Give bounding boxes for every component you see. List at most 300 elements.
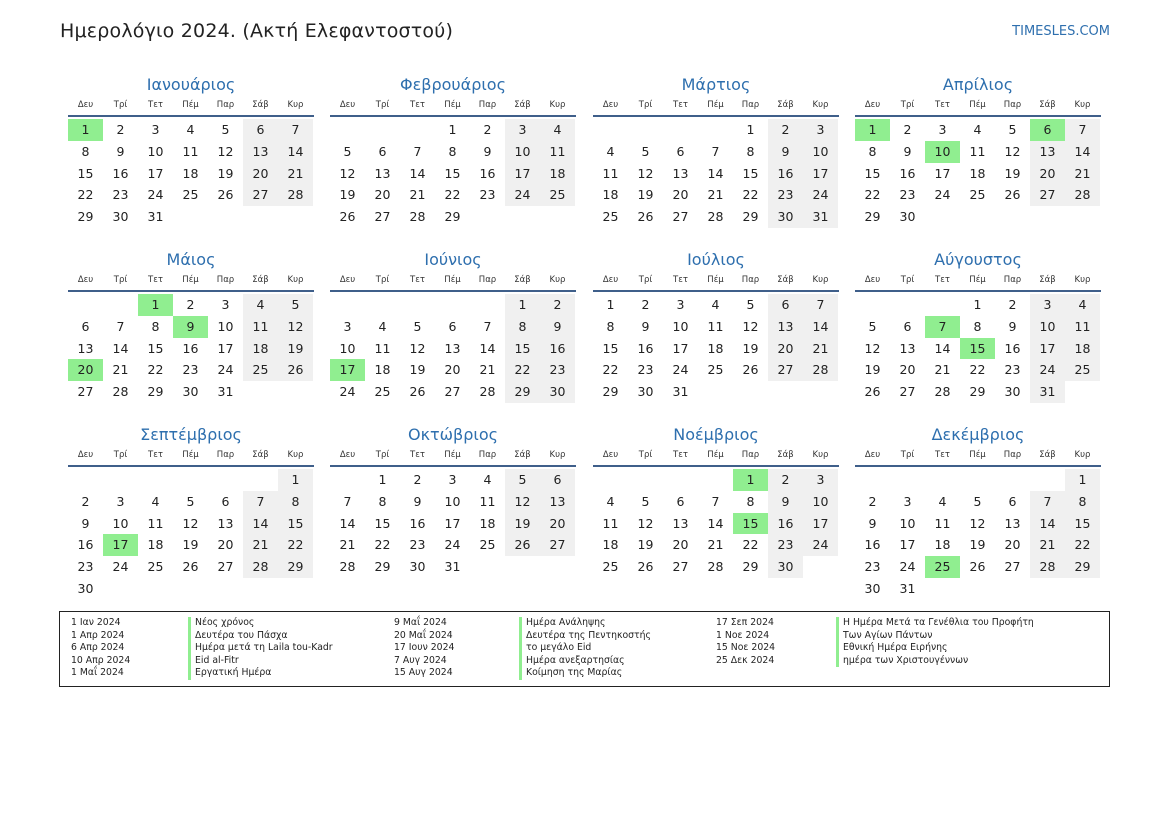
day-cell[interactable]: 25 <box>374 384 391 400</box>
day-cell[interactable]: 8 <box>378 493 387 509</box>
day-cell[interactable]: 12 <box>969 515 986 531</box>
holiday-day-cell[interactable]: 9 <box>173 316 208 338</box>
day-cell[interactable]: 13 <box>374 165 391 181</box>
day-cell[interactable]: 19 <box>217 165 234 181</box>
day-cell[interactable]: 24 <box>505 184 540 206</box>
day-cell[interactable]: 27 <box>77 384 94 400</box>
day-cell[interactable]: 7 <box>1065 119 1100 141</box>
day-cell[interactable]: 11 <box>602 165 619 181</box>
day-cell[interactable]: 28 <box>803 359 838 381</box>
day-cell[interactable]: 12 <box>409 340 426 356</box>
day-cell[interactable]: 5 <box>641 143 650 159</box>
day-cell[interactable]: 25 <box>182 187 199 203</box>
day-cell[interactable]: 25 <box>540 184 575 206</box>
day-cell[interactable]: 12 <box>278 316 313 338</box>
day-cell[interactable]: 25 <box>1065 359 1100 381</box>
day-cell[interactable]: 2 <box>186 297 195 312</box>
day-cell[interactable]: 17 <box>899 537 916 553</box>
day-cell[interactable]: 5 <box>186 493 195 509</box>
day-cell[interactable]: 21 <box>1030 534 1065 556</box>
day-cell[interactable]: 18 <box>479 515 496 531</box>
day-cell[interactable]: 24 <box>672 362 689 378</box>
day-cell[interactable]: 26 <box>409 384 426 400</box>
day-cell[interactable]: 24 <box>934 187 951 203</box>
day-cell[interactable]: 29 <box>444 209 461 225</box>
day-cell[interactable]: 15 <box>602 340 619 356</box>
day-cell[interactable]: 20 <box>217 537 234 553</box>
day-cell[interactable]: 4 <box>151 493 160 509</box>
day-cell[interactable]: 23 <box>899 187 916 203</box>
day-cell[interactable]: 27 <box>217 559 234 575</box>
holiday-day-cell[interactable]: 17 <box>330 359 365 381</box>
day-cell[interactable]: 8 <box>81 143 90 159</box>
day-cell[interactable]: 8 <box>868 143 877 159</box>
day-cell[interactable]: 15 <box>278 513 313 535</box>
day-cell[interactable]: 28 <box>1030 556 1065 578</box>
day-cell[interactable]: 6 <box>540 469 575 491</box>
day-cell[interactable]: 11 <box>147 515 164 531</box>
day-cell[interactable]: 17 <box>803 163 838 185</box>
day-cell[interactable]: 23 <box>409 537 426 553</box>
day-cell[interactable]: 1 <box>505 294 540 316</box>
day-cell[interactable]: 31 <box>899 580 916 596</box>
day-cell[interactable]: 19 <box>969 537 986 553</box>
day-cell[interactable]: 9 <box>768 141 803 163</box>
day-cell[interactable]: 12 <box>339 165 356 181</box>
day-cell[interactable]: 11 <box>934 515 951 531</box>
day-cell[interactable]: 12 <box>1004 143 1021 159</box>
day-cell[interactable]: 6 <box>768 294 803 316</box>
day-cell[interactable]: 11 <box>479 493 496 509</box>
day-cell[interactable]: 23 <box>637 362 654 378</box>
day-cell[interactable]: 5 <box>221 122 230 137</box>
day-cell[interactable]: 4 <box>186 122 195 137</box>
day-cell[interactable]: 11 <box>707 318 724 334</box>
day-cell[interactable]: 31 <box>672 384 689 400</box>
day-cell[interactable]: 29 <box>1065 556 1100 578</box>
holiday-day-cell[interactable]: 25 <box>925 556 960 578</box>
holiday-day-cell[interactable]: 1 <box>68 119 103 141</box>
day-cell[interactable]: 8 <box>448 143 457 159</box>
day-cell[interactable]: 30 <box>768 556 803 578</box>
day-cell[interactable]: 10 <box>803 491 838 513</box>
day-cell[interactable]: 24 <box>1030 359 1065 381</box>
day-cell[interactable]: 21 <box>803 338 838 360</box>
day-cell[interactable]: 28 <box>243 556 278 578</box>
day-cell[interactable]: 29 <box>742 209 759 225</box>
day-cell[interactable]: 23 <box>1004 362 1021 378</box>
day-cell[interactable]: 22 <box>1065 534 1100 556</box>
day-cell[interactable]: 9 <box>903 143 912 159</box>
day-cell[interactable]: 3 <box>676 297 685 312</box>
day-cell[interactable]: 10 <box>505 141 540 163</box>
day-cell[interactable]: 15 <box>505 338 540 360</box>
day-cell[interactable]: 8 <box>973 318 982 334</box>
day-cell[interactable]: 4 <box>378 318 387 334</box>
day-cell[interactable]: 16 <box>864 537 881 553</box>
day-cell[interactable]: 2 <box>1008 297 1017 312</box>
day-cell[interactable]: 24 <box>112 559 129 575</box>
day-cell[interactable]: 21 <box>409 187 426 203</box>
day-cell[interactable]: 1 <box>378 472 387 487</box>
day-cell[interactable]: 3 <box>448 472 457 487</box>
day-cell[interactable]: 23 <box>479 187 496 203</box>
day-cell[interactable]: 17 <box>217 340 234 356</box>
day-cell[interactable]: 9 <box>768 491 803 513</box>
day-cell[interactable]: 11 <box>182 143 199 159</box>
day-cell[interactable]: 9 <box>116 143 125 159</box>
day-cell[interactable]: 12 <box>637 165 654 181</box>
day-cell[interactable]: 17 <box>147 165 164 181</box>
day-cell[interactable]: 20 <box>672 187 689 203</box>
day-cell[interactable]: 14 <box>707 515 724 531</box>
day-cell[interactable]: 28 <box>339 559 356 575</box>
day-cell[interactable]: 19 <box>637 537 654 553</box>
day-cell[interactable]: 4 <box>1065 294 1100 316</box>
day-cell[interactable]: 1 <box>606 297 615 312</box>
day-cell[interactable]: 8 <box>746 143 755 159</box>
day-cell[interactable]: 13 <box>672 165 689 181</box>
day-cell[interactable]: 26 <box>637 209 654 225</box>
day-cell[interactable]: 16 <box>409 515 426 531</box>
day-cell[interactable]: 22 <box>742 187 759 203</box>
day-cell[interactable]: 30 <box>637 384 654 400</box>
day-cell[interactable]: 6 <box>378 143 387 159</box>
day-cell[interactable]: 28 <box>409 209 426 225</box>
day-cell[interactable]: 28 <box>479 384 496 400</box>
day-cell[interactable]: 5 <box>746 297 755 312</box>
day-cell[interactable]: 3 <box>343 318 352 334</box>
day-cell[interactable]: 9 <box>413 493 422 509</box>
day-cell[interactable]: 26 <box>969 559 986 575</box>
day-cell[interactable]: 26 <box>505 534 540 556</box>
day-cell[interactable]: 25 <box>243 359 278 381</box>
day-cell[interactable]: 31 <box>1030 381 1065 403</box>
day-cell[interactable]: 12 <box>742 318 759 334</box>
day-cell[interactable]: 13 <box>1030 141 1065 163</box>
day-cell[interactable]: 16 <box>479 165 496 181</box>
site-link[interactable]: TIMESLES.COM <box>1012 24 1110 39</box>
day-cell[interactable]: 27 <box>1030 184 1065 206</box>
day-cell[interactable]: 16 <box>637 340 654 356</box>
day-cell[interactable]: 12 <box>505 491 540 513</box>
holiday-day-cell[interactable]: 1 <box>733 469 768 491</box>
day-cell[interactable]: 21 <box>934 362 951 378</box>
day-cell[interactable]: 16 <box>182 340 199 356</box>
day-cell[interactable]: 17 <box>803 513 838 535</box>
day-cell[interactable]: 1 <box>278 469 313 491</box>
day-cell[interactable]: 25 <box>602 209 619 225</box>
day-cell[interactable]: 7 <box>483 318 492 334</box>
day-cell[interactable]: 7 <box>711 143 720 159</box>
day-cell[interactable]: 24 <box>147 187 164 203</box>
day-cell[interactable]: 10 <box>1030 316 1065 338</box>
day-cell[interactable]: 19 <box>1004 165 1021 181</box>
day-cell[interactable]: 15 <box>864 165 881 181</box>
day-cell[interactable]: 13 <box>217 515 234 531</box>
day-cell[interactable]: 14 <box>707 165 724 181</box>
day-cell[interactable]: 28 <box>934 384 951 400</box>
day-cell[interactable]: 13 <box>540 491 575 513</box>
day-cell[interactable]: 24 <box>217 362 234 378</box>
day-cell[interactable]: 20 <box>444 362 461 378</box>
day-cell[interactable]: 4 <box>938 493 947 509</box>
day-cell[interactable]: 13 <box>77 340 94 356</box>
day-cell[interactable]: 14 <box>934 340 951 356</box>
holiday-day-cell[interactable]: 15 <box>960 338 995 360</box>
day-cell[interactable]: 27 <box>540 534 575 556</box>
day-cell[interactable]: 3 <box>903 493 912 509</box>
day-cell[interactable]: 22 <box>444 187 461 203</box>
day-cell[interactable]: 3 <box>803 119 838 141</box>
day-cell[interactable]: 6 <box>1008 493 1017 509</box>
day-cell[interactable]: 21 <box>479 362 496 378</box>
day-cell[interactable]: 28 <box>1065 184 1100 206</box>
day-cell[interactable]: 20 <box>374 187 391 203</box>
day-cell[interactable]: 1 <box>448 122 457 137</box>
day-cell[interactable]: 21 <box>243 534 278 556</box>
day-cell[interactable]: 22 <box>602 362 619 378</box>
day-cell[interactable]: 16 <box>768 513 803 535</box>
day-cell[interactable]: 18 <box>374 362 391 378</box>
day-cell[interactable]: 9 <box>868 515 877 531</box>
day-cell[interactable]: 21 <box>112 362 129 378</box>
day-cell[interactable]: 17 <box>1030 338 1065 360</box>
day-cell[interactable]: 11 <box>969 143 986 159</box>
day-cell[interactable]: 26 <box>637 559 654 575</box>
day-cell[interactable]: 5 <box>973 493 982 509</box>
day-cell[interactable]: 28 <box>707 209 724 225</box>
day-cell[interactable]: 11 <box>1065 316 1100 338</box>
day-cell[interactable]: 11 <box>602 515 619 531</box>
day-cell[interactable]: 29 <box>742 559 759 575</box>
day-cell[interactable]: 4 <box>243 294 278 316</box>
day-cell[interactable]: 21 <box>1065 163 1100 185</box>
day-cell[interactable]: 10 <box>217 318 234 334</box>
day-cell[interactable]: 23 <box>768 184 803 206</box>
day-cell[interactable]: 2 <box>903 122 912 137</box>
day-cell[interactable]: 10 <box>147 143 164 159</box>
day-cell[interactable]: 12 <box>182 515 199 531</box>
day-cell[interactable]: 20 <box>1030 163 1065 185</box>
day-cell[interactable]: 25 <box>602 559 619 575</box>
day-cell[interactable]: 10 <box>112 515 129 531</box>
day-cell[interactable]: 14 <box>803 316 838 338</box>
day-cell[interactable]: 6 <box>676 143 685 159</box>
day-cell[interactable]: 13 <box>768 316 803 338</box>
day-cell[interactable]: 14 <box>1065 141 1100 163</box>
day-cell[interactable]: 26 <box>742 362 759 378</box>
day-cell[interactable]: 7 <box>803 294 838 316</box>
day-cell[interactable]: 27 <box>243 184 278 206</box>
day-cell[interactable]: 4 <box>711 297 720 312</box>
day-cell[interactable]: 31 <box>217 384 234 400</box>
day-cell[interactable]: 4 <box>540 119 575 141</box>
day-cell[interactable]: 6 <box>243 119 278 141</box>
day-cell[interactable]: 18 <box>540 163 575 185</box>
day-cell[interactable]: 23 <box>77 559 94 575</box>
day-cell[interactable]: 30 <box>899 209 916 225</box>
day-cell[interactable]: 2 <box>868 493 877 509</box>
day-cell[interactable]: 23 <box>864 559 881 575</box>
day-cell[interactable]: 22 <box>505 359 540 381</box>
day-cell[interactable]: 13 <box>243 141 278 163</box>
day-cell[interactable]: 9 <box>540 316 575 338</box>
day-cell[interactable]: 5 <box>1008 122 1017 137</box>
day-cell[interactable]: 7 <box>343 493 352 509</box>
day-cell[interactable]: 22 <box>374 537 391 553</box>
day-cell[interactable]: 13 <box>1004 515 1021 531</box>
day-cell[interactable]: 22 <box>742 537 759 553</box>
day-cell[interactable]: 18 <box>934 537 951 553</box>
day-cell[interactable]: 18 <box>969 165 986 181</box>
day-cell[interactable]: 20 <box>768 338 803 360</box>
day-cell[interactable]: 15 <box>147 340 164 356</box>
day-cell[interactable]: 19 <box>182 537 199 553</box>
day-cell[interactable]: 29 <box>602 384 619 400</box>
day-cell[interactable]: 10 <box>339 340 356 356</box>
day-cell[interactable]: 6 <box>221 493 230 509</box>
day-cell[interactable]: 19 <box>637 187 654 203</box>
day-cell[interactable]: 26 <box>217 187 234 203</box>
holiday-day-cell[interactable]: 10 <box>925 141 960 163</box>
day-cell[interactable]: 5 <box>505 469 540 491</box>
day-cell[interactable]: 22 <box>278 534 313 556</box>
day-cell[interactable]: 7 <box>116 318 125 334</box>
day-cell[interactable]: 18 <box>602 537 619 553</box>
day-cell[interactable]: 23 <box>768 534 803 556</box>
day-cell[interactable]: 15 <box>742 165 759 181</box>
day-cell[interactable]: 30 <box>1004 384 1021 400</box>
holiday-day-cell[interactable]: 17 <box>103 534 138 556</box>
day-cell[interactable]: 3 <box>803 469 838 491</box>
day-cell[interactable]: 4 <box>973 122 982 137</box>
day-cell[interactable]: 2 <box>768 469 803 491</box>
day-cell[interactable]: 10 <box>444 493 461 509</box>
day-cell[interactable]: 5 <box>343 143 352 159</box>
day-cell[interactable]: 15 <box>444 165 461 181</box>
day-cell[interactable]: 19 <box>505 513 540 535</box>
day-cell[interactable]: 10 <box>899 515 916 531</box>
holiday-day-cell[interactable]: 15 <box>733 513 768 535</box>
day-cell[interactable]: 27 <box>672 209 689 225</box>
day-cell[interactable]: 19 <box>864 362 881 378</box>
day-cell[interactable]: 8 <box>505 316 540 338</box>
day-cell[interactable]: 22 <box>77 187 94 203</box>
day-cell[interactable]: 16 <box>112 165 129 181</box>
day-cell[interactable]: 24 <box>339 384 356 400</box>
day-cell[interactable]: 20 <box>540 513 575 535</box>
day-cell[interactable]: 22 <box>864 187 881 203</box>
day-cell[interactable]: 13 <box>672 515 689 531</box>
day-cell[interactable]: 25 <box>479 537 496 553</box>
day-cell[interactable]: 26 <box>278 359 313 381</box>
day-cell[interactable]: 20 <box>899 362 916 378</box>
day-cell[interactable]: 29 <box>77 209 94 225</box>
day-cell[interactable]: 29 <box>278 556 313 578</box>
day-cell[interactable]: 27 <box>899 384 916 400</box>
day-cell[interactable]: 23 <box>112 187 129 203</box>
day-cell[interactable]: 7 <box>1030 491 1065 513</box>
day-cell[interactable]: 9 <box>483 143 492 159</box>
day-cell[interactable]: 14 <box>1030 513 1065 535</box>
day-cell[interactable]: 2 <box>413 472 422 487</box>
day-cell[interactable]: 15 <box>77 165 94 181</box>
day-cell[interactable]: 12 <box>864 340 881 356</box>
day-cell[interactable]: 14 <box>409 165 426 181</box>
day-cell[interactable]: 8 <box>278 491 313 513</box>
day-cell[interactable]: 6 <box>676 493 685 509</box>
day-cell[interactable]: 3 <box>1030 294 1065 316</box>
day-cell[interactable]: 27 <box>374 209 391 225</box>
day-cell[interactable]: 17 <box>934 165 951 181</box>
day-cell[interactable]: 14 <box>112 340 129 356</box>
day-cell[interactable]: 30 <box>540 381 575 403</box>
day-cell[interactable]: 7 <box>711 493 720 509</box>
day-cell[interactable]: 8 <box>746 493 755 509</box>
day-cell[interactable]: 8 <box>151 318 160 334</box>
day-cell[interactable]: 19 <box>409 362 426 378</box>
day-cell[interactable]: 12 <box>637 515 654 531</box>
day-cell[interactable]: 22 <box>969 362 986 378</box>
day-cell[interactable]: 30 <box>112 209 129 225</box>
day-cell[interactable]: 30 <box>864 580 881 596</box>
day-cell[interactable]: 26 <box>864 384 881 400</box>
day-cell[interactable]: 19 <box>278 338 313 360</box>
day-cell[interactable]: 21 <box>707 537 724 553</box>
day-cell[interactable]: 23 <box>182 362 199 378</box>
day-cell[interactable]: 25 <box>969 187 986 203</box>
day-cell[interactable]: 11 <box>540 141 575 163</box>
day-cell[interactable]: 21 <box>278 163 313 185</box>
day-cell[interactable]: 2 <box>641 297 650 312</box>
day-cell[interactable]: 9 <box>1008 318 1017 334</box>
holiday-day-cell[interactable]: 7 <box>925 316 960 338</box>
day-cell[interactable]: 7 <box>278 119 313 141</box>
day-cell[interactable]: 20 <box>243 163 278 185</box>
day-cell[interactable]: 4 <box>606 493 615 509</box>
day-cell[interactable]: 29 <box>505 381 540 403</box>
day-cell[interactable]: 28 <box>278 184 313 206</box>
day-cell[interactable]: 27 <box>768 359 803 381</box>
day-cell[interactable]: 14 <box>479 340 496 356</box>
day-cell[interactable]: 27 <box>1004 559 1021 575</box>
day-cell[interactable]: 3 <box>938 122 947 137</box>
day-cell[interactable]: 22 <box>147 362 164 378</box>
day-cell[interactable]: 3 <box>116 493 125 509</box>
day-cell[interactable]: 5 <box>278 294 313 316</box>
day-cell[interactable]: 17 <box>444 515 461 531</box>
day-cell[interactable]: 29 <box>864 209 881 225</box>
day-cell[interactable]: 3 <box>505 119 540 141</box>
day-cell[interactable]: 2 <box>116 122 125 137</box>
day-cell[interactable]: 2 <box>483 122 492 137</box>
day-cell[interactable]: 3 <box>221 297 230 312</box>
day-cell[interactable]: 16 <box>77 537 94 553</box>
day-cell[interactable]: 5 <box>641 493 650 509</box>
day-cell[interactable]: 1 <box>1065 469 1100 491</box>
day-cell[interactable]: 9 <box>81 515 90 531</box>
day-cell[interactable]: 26 <box>1004 187 1021 203</box>
day-cell[interactable]: 18 <box>182 165 199 181</box>
day-cell[interactable]: 24 <box>803 534 838 556</box>
day-cell[interactable]: 15 <box>374 515 391 531</box>
day-cell[interactable]: 26 <box>182 559 199 575</box>
day-cell[interactable]: 19 <box>742 340 759 356</box>
day-cell[interactable]: 11 <box>374 340 391 356</box>
day-cell[interactable]: 5 <box>868 318 877 334</box>
day-cell[interactable]: 13 <box>899 340 916 356</box>
